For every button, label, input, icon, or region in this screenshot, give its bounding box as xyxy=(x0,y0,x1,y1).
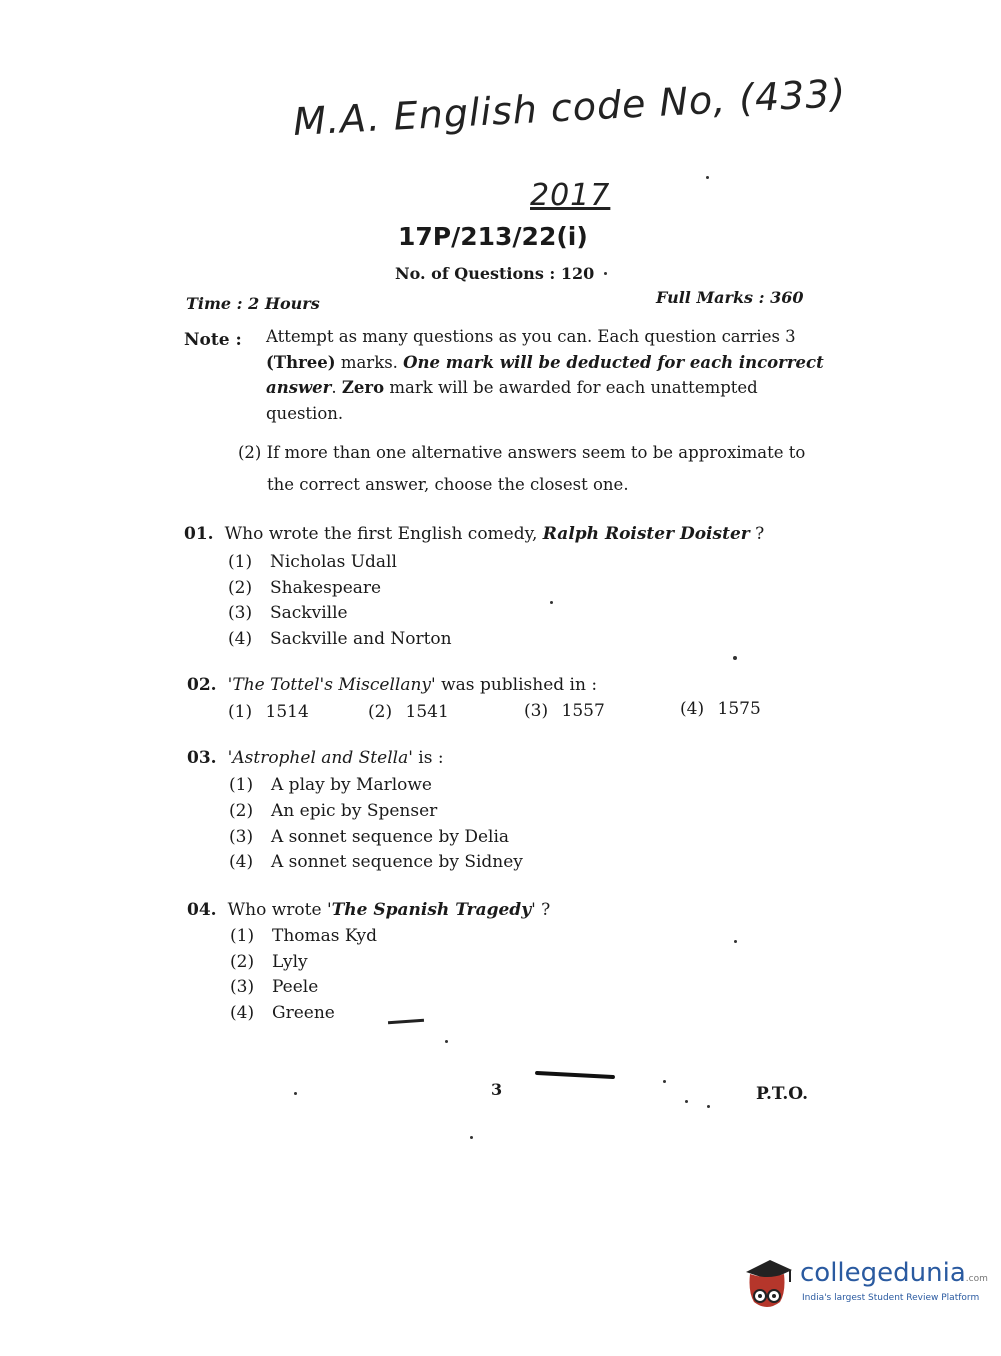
scan-speck xyxy=(733,656,737,660)
option-text: Thomas Kyd xyxy=(272,926,378,946)
option-number: (4) xyxy=(680,699,705,719)
question-text xyxy=(228,748,444,768)
note-three: (Three) xyxy=(266,352,336,372)
scan-speck xyxy=(604,272,607,275)
scan-smudge xyxy=(535,1071,615,1079)
option-number: (1) xyxy=(229,775,254,795)
option-text: A play by Marlowe xyxy=(271,775,432,795)
brand-tagline: India's largest Student Review Platform xyxy=(802,1293,980,1303)
option-text: Sackville xyxy=(270,603,348,623)
option-text: Peele xyxy=(272,977,319,997)
time-label: Time : 2 Hours xyxy=(186,294,320,313)
note-paragraph-1 xyxy=(266,324,824,426)
option-number: (2) xyxy=(228,578,253,598)
option-row xyxy=(228,603,348,623)
option-number: (3) xyxy=(230,977,255,997)
option-text: 1575 xyxy=(717,699,761,719)
option-inline xyxy=(368,702,449,722)
question-text xyxy=(225,524,765,544)
option-text: A sonnet sequence by Delia xyxy=(271,827,510,847)
option-text: 1514 xyxy=(265,702,309,722)
brand-name xyxy=(800,1258,988,1288)
question-text-post: ? xyxy=(749,524,765,544)
note-2-line-1 xyxy=(238,440,813,466)
option-row xyxy=(229,775,432,795)
option-row xyxy=(228,578,381,598)
note-answer: answer xyxy=(266,378,332,398)
scan-speck xyxy=(734,940,737,943)
question-text-post: ' is : xyxy=(408,748,444,768)
option-number: (2) xyxy=(230,952,255,972)
note-deduction: One mark will be deducted for each incorrect xyxy=(403,352,824,372)
option-inline xyxy=(228,702,309,722)
note-paragraph-2 xyxy=(238,440,813,497)
option-text: 1557 xyxy=(561,701,605,721)
option-number: (4) xyxy=(230,1003,255,1023)
pto-label: P.T.O. xyxy=(756,1084,808,1104)
option-number: (3) xyxy=(229,827,254,847)
option-number: (1) xyxy=(230,926,255,946)
question-number: 01. xyxy=(184,524,214,544)
question-text xyxy=(228,900,551,920)
option-row xyxy=(228,629,452,649)
option-text: Lyly xyxy=(272,952,308,972)
question-02 xyxy=(187,675,597,695)
question-text-pre: Who wrote the first English comedy, xyxy=(224,524,543,544)
note-label: Note : xyxy=(184,330,242,350)
collegedunia-logo xyxy=(740,1250,988,1320)
question-text-italic: Astrophel and Stella xyxy=(232,748,409,768)
option-row xyxy=(228,552,397,572)
paper-code: 17P/213/22(i) xyxy=(398,222,588,251)
question-number: 04. xyxy=(187,900,217,920)
note-marks-text: marks. xyxy=(335,352,404,372)
option-number: (2) xyxy=(229,801,254,821)
option-text: Shakespeare xyxy=(270,578,382,598)
note-line-1: Attempt as many questions as you can. Each question carries 3 xyxy=(266,327,796,346)
question-text-pre: ' xyxy=(227,748,233,768)
option-number: (1) xyxy=(228,702,253,722)
scan-speck xyxy=(445,1040,448,1043)
handwritten-title: M.A. English code No, (433) xyxy=(292,71,848,144)
scan-speck xyxy=(294,1092,297,1095)
scan-speck xyxy=(707,1105,710,1108)
question-number: 03. xyxy=(187,748,217,768)
brand-text: collegedunia xyxy=(800,1258,966,1288)
option-text: An epic by Spenser xyxy=(271,801,438,821)
question-04 xyxy=(187,900,550,920)
option-number: (1) xyxy=(228,552,253,572)
question-text-italic: The Tottel's Miscellany xyxy=(232,675,432,695)
question-03 xyxy=(187,748,444,768)
scan-speck xyxy=(550,601,553,604)
option-row xyxy=(229,852,523,872)
option-row xyxy=(230,926,377,946)
note-line-4: question. xyxy=(266,403,344,423)
note-2-line-2: the correct answer, choose the closest one. xyxy=(267,474,629,494)
option-number: (3) xyxy=(524,701,549,721)
question-text xyxy=(228,675,597,695)
scan-speck xyxy=(470,1136,473,1139)
question-text-post: ' ? xyxy=(531,900,551,920)
option-row xyxy=(230,977,318,997)
question-number: 02. xyxy=(187,675,217,695)
option-text: Greene xyxy=(272,1003,335,1023)
full-marks-label: Full Marks : 360 xyxy=(656,288,804,307)
note-2-text-a: If more than one alternative answers seem to be approximate to xyxy=(266,443,806,462)
option-text: A sonnet sequence by Sidney xyxy=(271,852,523,872)
question-text-post: ' was published in : xyxy=(431,675,598,695)
scan-speck xyxy=(663,1080,666,1083)
note-2-num: (2) xyxy=(238,443,262,462)
question-text-pre: ' xyxy=(227,675,233,695)
option-number: (4) xyxy=(228,629,253,649)
scan-smudge xyxy=(388,1019,424,1025)
option-number: (4) xyxy=(229,852,254,872)
note-zero: Zero xyxy=(341,378,385,398)
brand-suffix: .com xyxy=(965,1274,988,1284)
option-number: (2) xyxy=(368,702,393,722)
handwritten-year: 2017 xyxy=(530,178,611,213)
note-sep: . xyxy=(331,378,342,398)
question-01 xyxy=(184,524,764,544)
question-text-italic: Ralph Roister Doister xyxy=(542,524,750,544)
question-count: No. of Questions : 120 xyxy=(395,264,595,283)
question-text-pre: Who wrote ' xyxy=(227,900,332,920)
question-text-italic: The Spanish Tragedy xyxy=(331,900,532,920)
option-number: (3) xyxy=(228,603,253,623)
mascot-icon xyxy=(740,1252,794,1314)
scan-speck xyxy=(685,1100,688,1103)
option-text: 1541 xyxy=(405,702,449,722)
scan-speck xyxy=(706,176,709,179)
page-number: 3 xyxy=(491,1080,503,1099)
note-unattempted: mark will be awarded for each unattempted xyxy=(384,378,758,398)
option-row xyxy=(230,1003,335,1023)
note-line-3 xyxy=(266,375,811,401)
option-text: Nicholas Udall xyxy=(270,552,397,572)
option-inline xyxy=(524,701,605,721)
note-line-2 xyxy=(266,350,824,376)
option-inline xyxy=(680,699,761,719)
option-row xyxy=(229,827,509,847)
option-text: Sackville and Norton xyxy=(270,629,452,649)
option-row xyxy=(230,952,308,972)
option-row xyxy=(229,801,437,821)
